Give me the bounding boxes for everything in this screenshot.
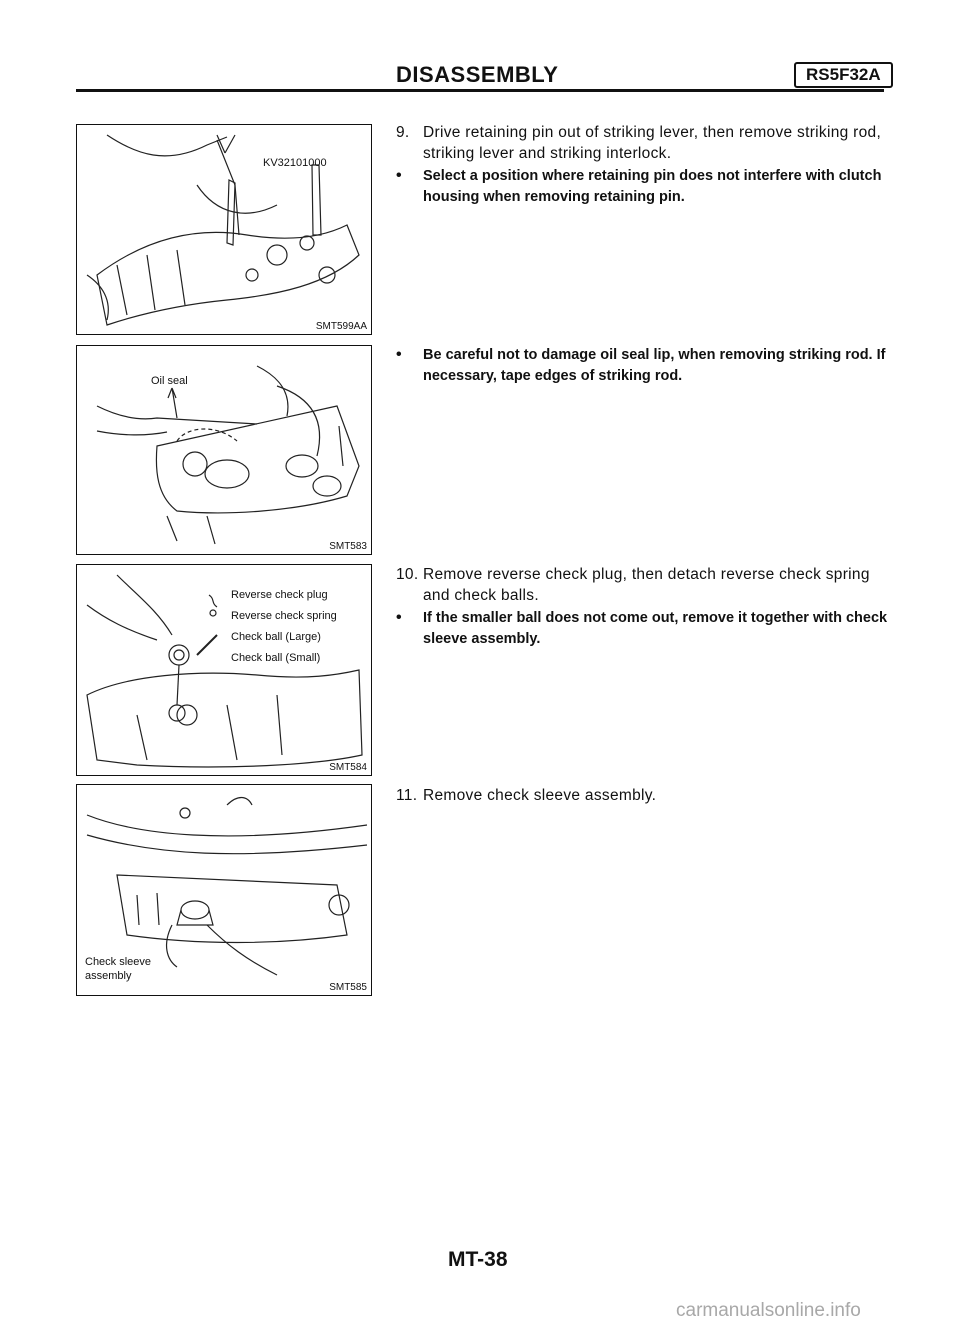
reverse-check-spring-label: Reverse check spring — [231, 610, 337, 622]
step-9 — [396, 122, 888, 164]
step-11 — [396, 785, 888, 806]
check-sleeve-label: Check sleeve — [85, 956, 152, 968]
illustration-oil-seal — [77, 346, 373, 556]
figure-smt599aa — [76, 124, 372, 335]
note-retaining-pin — [396, 166, 888, 208]
header-rule — [76, 89, 884, 92]
note-text: Select a position where retaining pin does not interfere with clutch housing when removing retaining pin. — [423, 168, 882, 205]
watermark: carmanualsonline.info — [676, 1300, 861, 1321]
figure-smt584 — [76, 564, 372, 776]
step-number: 11. — [396, 787, 418, 804]
step-10 — [396, 564, 888, 606]
figure-code: SMT584 — [329, 762, 367, 773]
step-text: Drive retaining pin out of striking lever, then remove striking rod, striking lever and striking interlock. — [423, 124, 882, 162]
note-oil-seal — [396, 345, 888, 387]
bullet-icon: • — [396, 167, 402, 184]
bullet-icon: • — [396, 609, 402, 626]
illustration-reverse-check — [77, 565, 373, 777]
page-title: DISASSEMBLY — [396, 62, 559, 87]
figure-code: SMT585 — [329, 982, 367, 993]
check-ball-large-label: Check ball (Large) — [231, 631, 321, 643]
step-text: Remove reverse check plug, then detach reverse check spring and check balls. — [423, 566, 870, 604]
reverse-check-plug-label: Reverse check plug — [231, 589, 328, 601]
check-sleeve-label-line2: assembly — [85, 970, 132, 982]
oil-seal-label: Oil seal — [151, 375, 188, 387]
page-number: MT-38 — [448, 1248, 508, 1271]
step-number: 9. — [396, 124, 410, 141]
note-text: Be careful not to damage oil seal lip, when removing striking rod. If necessary, tape edges of striking rod. — [423, 347, 886, 384]
step-text: Remove check sleeve assembly. — [423, 787, 657, 804]
figure-smt583 — [76, 345, 372, 555]
tool-label: KV32101000 — [263, 157, 327, 169]
bullet-icon: • — [396, 346, 402, 363]
figure-smt585 — [76, 784, 372, 996]
note-smaller-ball — [396, 608, 888, 650]
model-code-badge: RS5F32A — [794, 62, 893, 88]
illustration-drift-tool — [77, 125, 373, 336]
check-ball-small-label: Check ball (Small) — [231, 652, 321, 664]
figure-code: SMT583 — [329, 541, 367, 552]
step-number: 10. — [396, 566, 419, 583]
note-text: If the smaller ball does not come out, remove it together with check sleeve assembly. — [423, 610, 888, 647]
figure-code: SMT599AA — [315, 321, 367, 332]
